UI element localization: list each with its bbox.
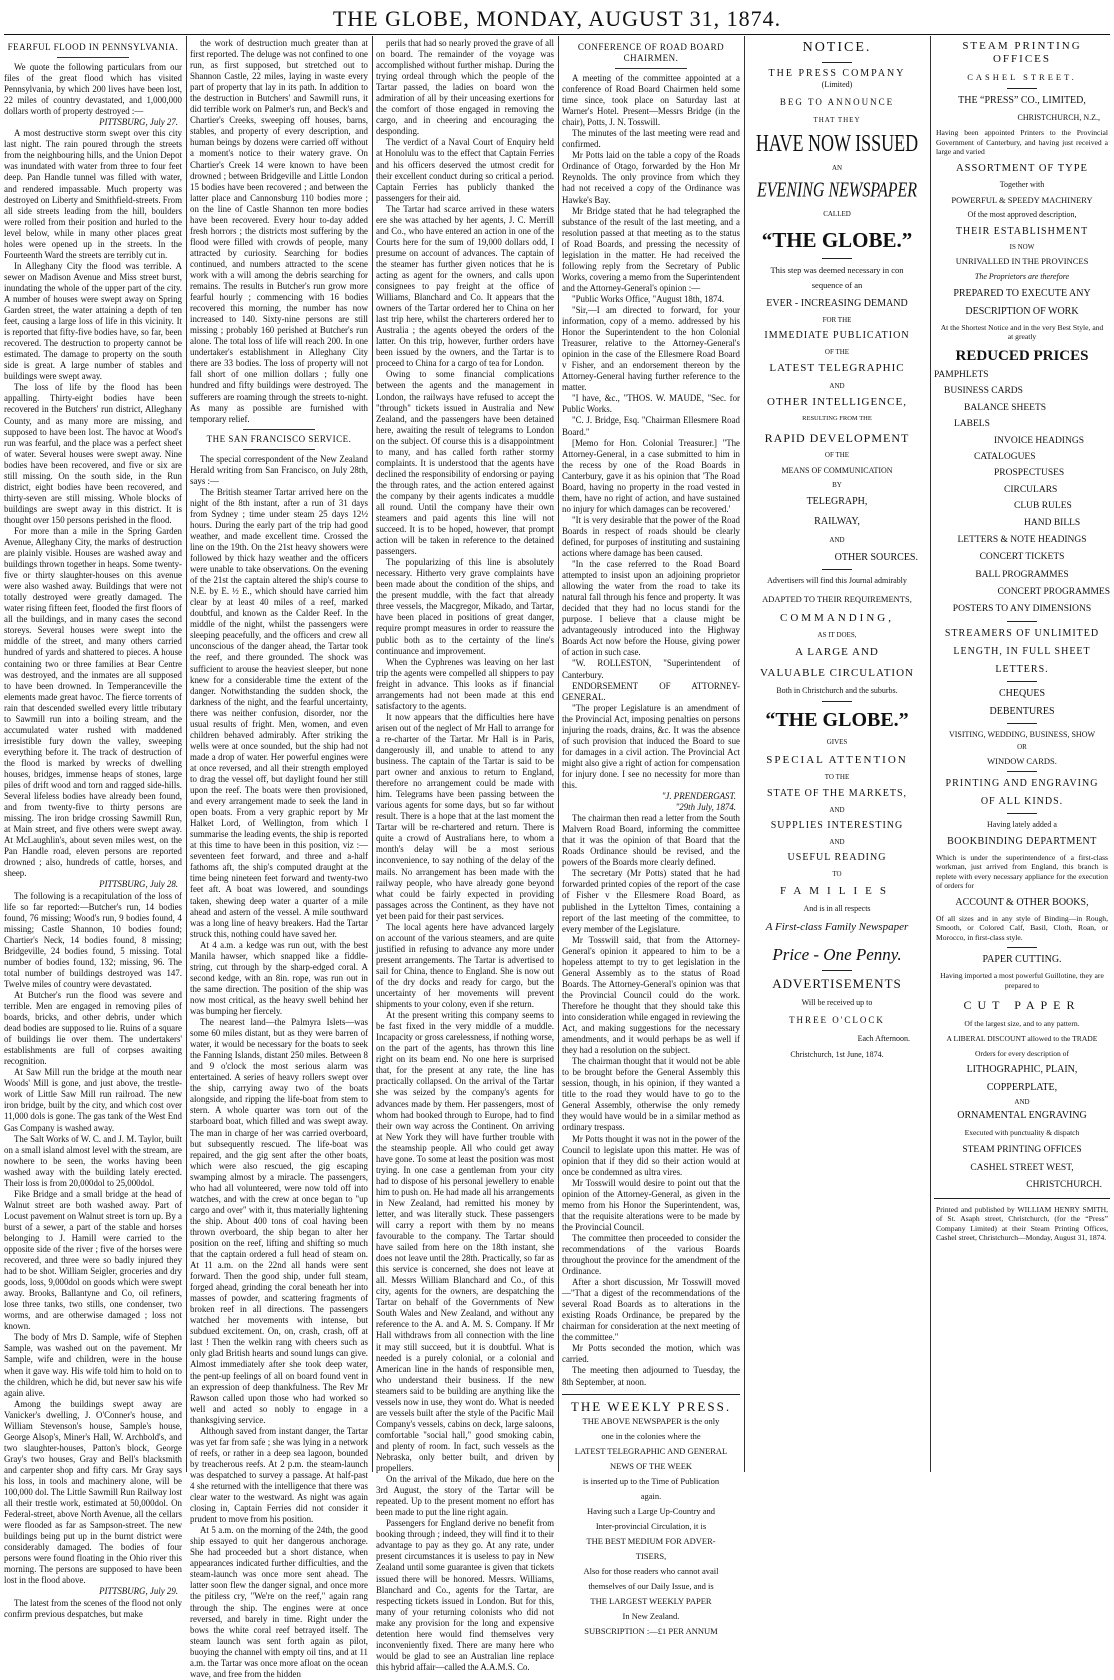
weekly-press-line: again.: [640, 1490, 662, 1501]
weekly-press-line: themselves of our Daily Issue, and is: [588, 1581, 714, 1592]
printing-window: WINDOW CARDS.: [987, 755, 1057, 766]
weekly-press-line: Having such a Large Up-Country and: [586, 1505, 716, 1516]
imprint: Printed and published by WILLIAM HENRY SMITH, of St. Asaph street, Christchurch, (for the “Press” Company Limited) at their Steam Printing Offices, Cashel street, Christchurch—Monday, August 31, 1874.: [936, 1204, 1108, 1243]
notice-special: SPECIAL ATTENTION: [766, 753, 908, 766]
divider: [1007, 771, 1037, 772]
divider: [243, 429, 314, 430]
divider: [57, 57, 128, 58]
paragraph: Mr Potts seconded the motion, which was carried.: [562, 1343, 740, 1365]
column-sanfrancisco-continued: [376, 38, 554, 1672]
printing-ornamental: ORNAMENTAL ENGRAVING: [957, 1110, 1087, 1122]
printing-item: CLUB RULES: [1014, 501, 1072, 512]
printing-item: CATALOGUES: [974, 451, 1036, 462]
printing-item: BUSINESS CARDS: [944, 386, 1023, 397]
printing-visiting: VISITING, WEDDING, BUSINESS, SHOW: [948, 729, 1096, 739]
weekly-press-line: THE BEST MEDIUM FOR ADVER-: [586, 1536, 716, 1546]
paragraph: When the Cyphrenes was leaving on her last trip the agents were compelled all shippers to pay freight in advance. This looks as if financial arrangements had not been made at this end satisfactory to the agents.: [376, 656, 554, 711]
paragraph: Mr Potts laid on the table a copy of the Roads Ordinance of Otago, forwarded by the Hon Mr Reynolds. The only province from which they had not received a copy of the Ordinance was Hawke's Bay.: [562, 150, 740, 205]
paragraph: In Alleghany City the flood was terrible. A sewer on Madison Avenue and Miss street burst, inundating the whole of the upper part of the city. A number of houses were swept away on Spring Garden street, the water attaining a depth of ten feet, causing a large loss of life in this vicinity. It is reported that fifty-five bodies have, so far, been recovered. The destruction to property cannot be estimated. The damage to property on the south side is great. A large number of stables and buildings were swept away.: [4, 260, 182, 382]
paragraph: "I have, &c., "THOS. W. MAUDE, "Sec. for Public Works.: [562, 393, 740, 415]
printing-posters: POSTERS TO ANY DIMENSIONS: [952, 604, 1092, 615]
paragraph: The Salt Works of W. C. and J. M. Taylor, built on a small island almost level with the stream, are nowhere to be seen, the works having been washed away with the building lately erected. Their loss is from 20,000dol to 25,000dol.: [4, 1133, 182, 1188]
paragraph: The loss of life by the flood has been appalling. Thirty-eight bodies have been recovered in the Butchers' run district, Alleghany County, and as many more are missing, and supposed to have been lost. The havoc at Wood's run was fearful, and the place was a perfect sheet of water. Several houses were swept away. Nine bodies have been recovered, and five or six are still missing. On the south side, in the Run district, eight bodies have been recovered, and thirty-seven are still missing. Whole blocks of buildings are swept away in this district. It is thought over 150 persons perished in the flood.: [4, 382, 182, 525]
printing-machinery: POWERFUL & SPEEDY MACHINERY: [951, 194, 1093, 205]
notice-called: CALLED: [823, 209, 851, 218]
paragraph: The committee then proceeded to consider the recommendations of the various Boards throughout the province for the amendment of the Ordinance.: [562, 1232, 740, 1277]
printing-city: CHRISTCHURCH, N.Z.,: [1017, 112, 1100, 122]
paragraph: Mr Potts thought it was not in the power of the Council to legislate upon this matter. He was of opinion that if they did so their action would at once be condemned as ultra vires.: [562, 1133, 740, 1177]
paragraph: The special correspondent of the New Zealand Herald writing from San Francisco, on July 28th, says :—: [190, 453, 368, 486]
printing-and: AND: [1014, 1097, 1030, 1106]
article-flood-body: [4, 62, 182, 1620]
weekly-press-ad: [562, 1398, 740, 1638]
article-sanfrancisco-body: [190, 454, 368, 1680]
paragraph: the work of destruction much greater than at first reported. The deluge was not confined to one run, as first supposed, but stretched out to Shannon Castle, 22 miles, laying in waste every part of property that lay in its path. In addition to the destruction in Butchers' and Sawmill runs, it did terrible work on Palmer's run, and Beck's and Chartier's Creeks, sweeping off houses, barns, stables, and property of every description, and human beings by dozens were carried off without a moment's notice to their watery grave. On Chartier's Creek 14 were known to have been drowned ; between Bridgeville and Little London 15 bodies have been recovered ; and between the latter place and Cannonsburg 110 bodies more ; on the line of Castle Shannon ten more bodies have been recovered. Every hour to-day added fresh horrors ; the districts most suffering by the flood were filled with crowds of people, many attracted by curiosity. Searching for bodies continued, and numbers attracted to the scene work with a will among the debris searching for remains. The results in Butcher's run grow more fearful hourly ; commencing with 16 bodies recovered this morning, the number has now increased to 140. Sixty-nine persons are still missing ; probably 160 perished at Butcher's run alone. The total loss of life will reach 200. In one undertaker's establishment in Alleghany City there are 33 bodies. The loss of property will not fall short of one million dollars ; fully one hundred and fifty buildings were destroyed. The sufferers are roaming through the streets to-night. As many as possible are furnished with temporary relief.: [190, 38, 368, 424]
divider: [1007, 621, 1037, 622]
notice-limited: (Limited): [821, 79, 853, 89]
notice-large: A LARGE AND: [795, 645, 879, 658]
weekly-press-line: one in the colonies where the: [601, 1430, 701, 1441]
column-sanfrancisco: [190, 38, 368, 1679]
paragraph: At the present writing this company seems to be fast fixed in the very middle of a muddle. Incapacity or gross carelessness, if nothing worse, on the part of the agents, has thrown this line right on its beam end. No one here is surprised that, for the present at any rate, the line has practically collapsed. On the arrival of the Tartar she was seized by the company's agents for advances made by them. Her passengers, most of whom had booked through to Europe, had to find their own way across the Continent. On arriving at New York they will have further trouble with the steamship people. All who could get away have gone. To some at least the position was most trying. In one case a gentleman from your city had to dispose of his personal jewellery to enable him to push on. He had made all his arrangements in New Zealand, had remitted his money by letter, and was literally stuck. These passengers will carry a report with them by no means favourable to the company. The Tartar should have sailed from here on the 18th instant, she does not leave until the 28th. Practically, so far as this service is concerned, she does not leave at all. Messrs William Blanchard and Co., of this city, agents for the owners, are despatching the Tartar on behalf of the Governments of New South Wales and New Zealand, and without any reference to the A. and A. M. S. Company. If Mr Hall withdraws from all connection with the line it may still succeed, but it is doubtful. What is needed is a purely colonial, or a colonial and American line in the hands of responsible men, who understand their business. If the new steamers said to be building are anything like the vessels now in use, they wont do. What is needed are vessels built after the style of the Pacific Mail Company's vessels, cabins on deck, large saloons, comfortable "social hall," good smoking cabin, and plenty of room. In fact, such vessels as the Nebraska, only better built, and driven by propellers.: [376, 1010, 554, 1474]
paragraph: The verdict of a Naval Court of Enquiry held at Honolulu was to the effect that Captain Ferries and his officers deserved the utmost credit for their excellent conduct during so critical a period. Captain Ferries has publicly thanked the passengers for their aid.: [376, 137, 554, 203]
weekly-press-line: THE ABOVE NEWSPAPER is the only: [582, 1415, 720, 1426]
printing-item: PROSPECTUSES: [994, 468, 1065, 479]
divider: [1007, 947, 1037, 948]
notice-step: This step was deemed necessary in con: [770, 265, 904, 276]
notice-latest: LATEST TELEGRAPHIC: [769, 362, 905, 375]
printing-lithographic: LITHOGRAPHIC, PLAIN,: [966, 1063, 1078, 1075]
weekly-press-line: NEWS OF THE WEEK: [609, 1460, 693, 1471]
notice-to: TO: [832, 870, 842, 879]
paragraph: We quote the following particulars from our files of the great flood which has visited Pennsylvania, by which 200 lives have been lost, 22 miles of country devastated, and 1,000,000 dollars worth of property destroyed :—: [4, 62, 182, 117]
weekly-press-line: LATEST TELEGRAPHIC AND GENERAL: [574, 1445, 728, 1456]
notice-and: AND: [829, 381, 845, 390]
printing-company: THE “PRESS” CO., LIMITED,: [958, 94, 1086, 106]
divider: [822, 569, 852, 570]
printing-item: BALANCE SHEETS: [964, 402, 1047, 413]
notice-adapted: ADAPTED TO THEIR REQUIREMENTS,: [762, 593, 912, 604]
printing-street: CASHEL STREET.: [967, 72, 1077, 83]
notice-globe: “THE GLOBE.”: [761, 228, 913, 253]
paragraph: PITTSBURG, July 28.: [99, 879, 178, 890]
printing-items: [934, 370, 1110, 529]
paragraph: Owing to some financial complications between the agents and the management in London, the railways have refused to accept the "through" tickets issued in Australia and New Zealand, and the passengers have been detained here, awaiting the result of telegrams to London on the subject. Of course this is a disappointment to many, and has called forth rather stormy complaints. It is understood that the agents have declined the responsibility of endorsing or paying the through rates, and the action entered against the company by their agents indicates a muddle all round. Until the company have their own steamers and paid agents this line will not succeed. It is to be hoped, however, that prompt action will be taken in reference to the detained passengers.: [376, 369, 554, 557]
paragraph: At 4 a.m. a kedge was run out, with the best Manila hawser, which snapped like a fiddle-string, cut through by the sharp-edged coral. A second kedge, with an 8in. rope, was run out in the same direction. The position of the ship was now most critical, as the heavy swell behind her was bumping her fiercely.: [190, 939, 368, 1016]
column-rule: [930, 36, 931, 1472]
masthead-rule: [4, 34, 1110, 35]
paragraph: Mr Tosswill would desire to point out that the opinion of the Attorney-General, as given in the memo from his Honor the Superintendent, was, that the requisite alterations were to be made by the Provincial Council.: [562, 1177, 740, 1232]
notice-ad: [748, 38, 926, 1470]
printing-item: HAND BILLS: [1024, 517, 1081, 528]
printing-concert-programmes: CONCERT PROGRAMMES: [997, 587, 1110, 598]
notice-to-the: TO THE: [824, 773, 850, 782]
notice-company: THE PRESS COMPANY: [768, 67, 906, 79]
printing-all-kinds: OF ALL KINDS.: [980, 796, 1064, 808]
printing-christchurch: CHRISTCHURCH.: [1026, 1180, 1102, 1191]
printing-description: DESCRIPTION OF WORK: [965, 305, 1079, 317]
notice-as-it-does: AS IT DOES,: [817, 631, 857, 640]
notice-issued: HAVE NOW ISSUED: [755, 128, 919, 156]
paragraph: [Memo for Hon. Colonial Treasurer.] "The Attorney-General, in a case submitted to him in the recess by one of the Road Boards in Canterbury, gave it as his opinion that 'The Road Board, having no property in the road vested in them, have no right of action, and have sustained no injury for which damages can be recovered.': [562, 437, 740, 514]
notice-title: NOTICE.: [802, 40, 872, 55]
printing-item: LABELS: [954, 419, 990, 430]
printing-streamers: STREAMERS OF UNLIMITED: [944, 627, 1100, 639]
paragraph: Fike Bridge and a small bridge at the head of Walnut street are both washed away. Part of Locust pavement on Walnut street is torn up. By a burst of a sewer, a part of the stable and horses belonging to J. Hamill were carried to the opposite side of the river ; five of the horses were recovered, and three were so badly injured they had to be shot. William Seigler, groceries and dry goods, loss, 9,000dol on goods which were swept away. Brooks, Ballantyne and Co, oil refiners, lose three tanks, two stills, one condenser, two worms, and are otherwise damaged ; loss not known.: [4, 1188, 182, 1332]
paragraph: At Saw Mill run the bridge at the mouth near Woods' Mill is gone, and just above, the trestle-work of Little Saw Mill run railroad. The new iron bridge, built by the city, and which cost over 11,000 dols is gone. The gas tank of the West End Gas Company is washed away.: [4, 1067, 182, 1133]
notice-families: FAMILIES: [780, 884, 894, 897]
paragraph: The meeting then adjourned to Tuesday, the 8th September, at noon.: [562, 1365, 740, 1387]
paragraph: The following is a recapitulation of the loss of life so far reported:—Butcher's run, 14 bodies found, 76 missing; Wood's run, 9 bodies found, 4 missing; Castle Shannon, 10 bodies found; Chartier's Neck, 14 bodies found, 8 missing; Bridgeville, 24 bodies found, 5 missing. Total number of bodies found, 132; missing, 96. The total number of buildings destroyed was 147. Twelve miles of country were devastated.: [4, 890, 182, 989]
notice-circulation: VALUABLE CIRCULATION: [760, 666, 914, 679]
printing-cheques: CHEQUES: [998, 687, 1046, 699]
printing-length: LENGTH, IN FULL SHEET: [953, 645, 1091, 657]
weekly-press-line: In New Zealand.: [622, 1611, 680, 1622]
paragraph: PITTSBURG, July 27.: [99, 117, 178, 128]
weekly-press-line: Inter-provincial Circulation, it is: [595, 1520, 707, 1531]
headline-flood: FEARFUL FLOOD IN PENNSYLVANIA.: [7, 42, 179, 52]
printing-largest-size: Of the largest size, and to any pattern.: [964, 1018, 1080, 1028]
printing-reduced: REDUCED PRICES: [955, 348, 1089, 365]
weekly-press-lines: [562, 1416, 740, 1638]
paragraph: "29th July, 1874.: [675, 802, 736, 813]
paragraph: The local agents here have advanced largely on account of the various steamers, and are quite justified in refusing to advance any more under present arrangements. The Tartar is advertised to sail for China, thence to England. She is now out of the dry docks and ready for cargo, but the uncertainty of her movements will prevent shipments to your colony, even if she return.: [376, 921, 554, 1010]
notice-intelligence: OTHER INTELLIGENCE,: [767, 396, 907, 409]
printing-letters-2: LETTERS.: [995, 663, 1049, 675]
paragraph: Although saved from instant danger, the Tartar was yet far from safe ; she was lying in a network of reefs, or rather in a deep sea lagoon, bounded by treacherous reefs. At 2 p.m. the steam-launch was despatched to survey a passage. At half-past 4 she returned with the intelligence that there was clear water to the westward. As night was again closing in, Captain Ferries did not consider it prudent to move from his position.: [190, 1425, 368, 1525]
paragraph: At 5 a.m. on the morning of the 24th, the good ship essayed to quit her dangerous anchorage. She had proceeded but a short distance, when appearances indicated further difficulties, and the steam-launch was once more sent ahead. The latter soon flew the danger signal, and once more the pitiless cry, "We're on the reef," again rang through the ship. The engines were at once reversed, and barely in time. Right under the bows the white coral reef betrayed itself. The steam launch was sent forth again as pilot, buoying the channel with empty oil tins, and at 11 a.m. the Tartar was once more afloat on the ocean wave, and free from the hidden: [190, 1525, 368, 1679]
paragraph: The British steamer Tartar arrived here on the night of the 8th instant, after a run of 31 days from Sydney ; time under steam 25 days 12½ hours. During the early part of the trip had good weather, and made excellent time. Crossed the line on the 19th. On the 21st heavy showers were followed by thick hazy weather and the officers were unable to take observations. On the evening of the 21st the captain altered the ship's course to N.E. by E. ½ E., which should have carried him clear by at least 40 miles of a reef, marked doubtful, and known as the Calder Reef. In the middle of the night, whilst the passengers were sleeping peacefully, and the officers and crew all unconscious of the danger ahead, the Tartar took the reef, and there grounded. The shock was sufficient to arouse the heaviest sleeper, but none knew for a considerable time the extent of the danger. Notwithstanding the sudden shock, the darkness of the night, and the fearful uncertainty, there was neither confusion, disorder, nor the usual results of fright. Men, women, and even children behaved admirably. After striking the wells were at once sounded, but the ship had not made a drop of water. Her powerful engines were at once reversed, and all their strength employed to drag the vessel off, but daylight found her still upon the reef. The boats were then provisioned, and every arrangement made to seek the land in open boats. From a very graphic report by Mr Halket Lord, of Wellington, from which I summarise the leading events, the ship is reported at this time to have been in this position, viz :—seventeen feet forward, and three and a-half fathoms aft, the ship's computed draught at the time being nineteen feet forward and twenty-two feet aft. A boat was lowered, and soundings taken, shewing deep water a quarter of a mile ahead and astern of the vessel. A mile southward was a long line of heavy breakers. Had the Tartar struck this, nothing could have saved her.: [190, 486, 368, 939]
divider: [1007, 88, 1037, 89]
notice-supplies: SUPPLIES INTERESTING: [770, 819, 904, 831]
notice-and-4: AND: [829, 837, 845, 846]
paragraph: Mr Tosswill said, that from the Attorney-General's opinion it appeared to him to be a hopeless attempt to try to get legislation in the General Assembly as to the status of Road Boards. The Attorney-General's opinion was that the Provincial Council could do the work. Therefore he thought that they should take this into consideration while engaged in reviewing the Act, and making suggestions for the necessary amendments, and it would perhaps be as well if they had a resolution on the subject.: [562, 934, 740, 1056]
paragraph: "W. ROLLESTON, "Superintendent of Canterbury.: [562, 658, 740, 680]
paragraph: "Sir,—I am directed to forward, for your information, copy of a memo. addressed by his Honor the Superintendent to the hon Colonial Treasurer, relative to the Attorney-General's opinion in the case of the Ellesmere Road Board v Fisher, and an endorsement thereon by the Attorney-General having further reference to the matter.: [562, 304, 740, 393]
notice-gives: GIVES: [826, 737, 848, 746]
paragraph: The nearest land—the Palmyra Islets—was some 60 miles distant, but as they were barren of water, it would be necessary for the boats to seek the Fanning Islands, distant 250 miles. Between 8 and 9 o'clock the most serious alarm was entertained. A series of heavy rollers swept over the ship, carrying away two of the boats alongside, and ripping the life-boat from stem to stern. A whole quarter was torn out of the starboard boat, which filled and was swept away. The man in charge of her was carried overboard, but subsequently rescued. The life-boat was repaired, and the gig sent after the other boats, which were also rescued, the gig escaping swamping almost by a miracle. The passengers, who had all volunteered, were now told off into watches, and with the crew at once began to "up cargo and over" with it, thus materially lightening the ship. About 400 tons of coal having been thrown overboard, the ship began to alter her position on the reef, lifting and shifting so much that the captain ordered a full head of steam on. At 11 a.m. on the 22nd all hands were sent forward. Then the good ship, under full steam, forged ahead, grinding the coral beneath her into masses of powder, and scattering fragments of broken reef in all directions. The passengers watched her movements with intense, but subdued excitement. On, on, crash, crash, off at last ! Then the welkin rang with cheers such as only glad British hearts and sound lungs can give. Almost immediately after she took deep water, the pent-up feelings of all on board found vent in an expression of deep thankfulness. The Rev Mr Rawson called upon those who had worked so well and acted so nobly to engage in a thanksgiving service.: [190, 1017, 368, 1425]
column-rule: [372, 36, 373, 1472]
paragraph: Mr Bridge stated that he had telegraphed the substance of the result of the last meeting, and a resolution passed at that meeting as to the status of Road Boards, and pressing the necessity of legislation in the matter. He had received the following reply from the Secretary of Public Works, covering a memo from the Superintendent and the Attorney-General's opinion :—: [562, 205, 740, 293]
notice-markets: STATE OF THE MARKETS,: [766, 787, 908, 799]
printing-or: OR: [1017, 743, 1027, 752]
notice-an: AN: [831, 164, 843, 173]
notice-resulting: RESULTING FROM THE: [802, 415, 872, 423]
notice-advertisements: ADVERTISEMENTS: [772, 976, 902, 992]
notice-evening: EVENING NEWSPAPER: [756, 178, 918, 202]
printing-establishment: THEIR ESTABLISHMENT: [955, 225, 1089, 237]
paragraph: The latest from the scenes of the flood not only confirm previous despatches, but make: [4, 1597, 182, 1619]
paragraph: ENDORSEMENT OF ATTORNEY-GENERAL.: [562, 680, 740, 702]
paragraph: The secretary (Mr Potts) stated that he had forwarded printed copies of the report of the case of Fisher v the Ellesmere Road Board, as published in the Lyttelton Times, containing a report of the last meeting of the committee, to every member of the Legislature.: [562, 868, 740, 934]
divider: [822, 701, 852, 702]
article-flood-continued: [190, 38, 368, 425]
paragraph: perils that had so nearly proved the grave of all on board. The remainder of the voyage was accomplished without further mishap. During the trying ordeal through which the people of the Tartar passed, the ladies on board won the admiration of all by their unceasing exertions for the comfort of those engaged in removing the cargo, and in cheering and encouraging the desponding.: [376, 38, 554, 137]
printing-unrivalled: UNRIVALLED IN THE PROVINCES: [955, 256, 1089, 267]
masthead: THE GLOBE, MONDAY, AUGUST 31, 1874.: [332, 6, 782, 31]
column-rule: [558, 36, 559, 1472]
divider: [562, 1394, 740, 1395]
printing-assortment: ASSORTMENT OF TYPE: [956, 162, 1088, 174]
printing-together: Together with: [999, 180, 1045, 190]
divider: [822, 970, 852, 971]
printing-paper-cutting: PAPER CUTTING.: [982, 954, 1062, 966]
notice-price: Price - One Penny.: [772, 944, 902, 964]
paragraph: "Public Works Office, "August 18th, 1874.: [572, 293, 725, 304]
paragraph: "In the case referred to the Road Board attempted to insist upon an adjoining proprietor allowing the water from the road to take its natural fall through his fence and property. It was decided that they had no locus standi for the purpose. I believe that a clause might be advantageously introduced into the Highway Boards Act now before the House, giving power of action in such case.: [562, 559, 740, 658]
headline-sanfrancisco: THE SAN FRANCISCO SERVICE.: [206, 433, 352, 444]
notice-by: BY: [832, 481, 842, 490]
notice-rapid: RAPID DEVELOPMENT: [764, 431, 910, 446]
printing-lately: Having lately added a: [987, 820, 1057, 830]
paragraph: It now appears that the difficulties here have arisen out of the neglect of Mr Hall to arrange for a re-charter of the Tartar. Mr Hall is in Paris, dangerously ill, and unable to attend to any business. The captain of the Tartar is said to be part owner and anxious to return to England, therefore no arrangement could be made with him. Telegrams have been passing between the various agents for some days, but so far without result. There is a hope that at the last moment the Tartar will be re-chartered and return. There is quite a crowd of Australians here, to whom a month's delay will be a most serious inconvenience, to say nothing of the delay of the mails. No arrangement has been made with the railway people, who have already gone beyond what could be fairly expected in providing passages across the Continent, as they have not yet been paid for their past services.: [376, 711, 554, 921]
printing-concert-tickets: CONCERT TICKETS: [979, 552, 1065, 563]
printing-cashel-west: CASHEL STREET WEST,: [970, 1162, 1074, 1173]
printing-punctuality: Executed with punctuality & dispatch: [964, 1128, 1080, 1138]
printing-prepared: PREPARED TO EXECUTE ANY: [953, 287, 1091, 299]
paragraph: At Butcher's run the flood was severe and terrible. Men are engaged in removing piles of boards, bricks, and other debris, under which dead bodies are supposed to lie. Ruins of a square of buildings lie over them. The undertakers' establishments are full of corpses awaiting recognition.: [4, 989, 182, 1067]
notice-announce: BEG TO ANNOUNCE: [779, 97, 895, 108]
notice-of-the: OF THE: [824, 348, 850, 357]
notice-commanding: COMMANDING,: [780, 611, 894, 624]
weekly-press-line: THE LARGEST WEEKLY PAPER: [590, 1596, 712, 1607]
weekly-press-line: TISERS,: [635, 1551, 667, 1562]
weekly-press-line: Also for those readers who cannot avail: [583, 1566, 719, 1577]
notice-family-paper: A First-class Family Newspaper: [765, 921, 909, 934]
printing-bookbinding: BOOKBINDING DEPARTMENT: [947, 835, 1097, 847]
printing-superintendence: Which is under the superintendence of a first-class workman, just arrived from England, this branch is replete with every necessary appliance for the execution of orders for: [936, 852, 1108, 891]
paragraph: The chairman thought that it would not be able to be brought before the General Assembly this session, though, in his opinion, if they wanted a title to the road they would have to go to the General Assembly, otherwise the only remedy they would have would be in a similar method as ordinary trespass.: [562, 1056, 740, 1133]
paragraph: The popularizing of this line is absolutely necessary. Hitherto very grave complaints have been made about the condition of the ships, and the present muddle, with the fact that already three vessels, the Macgregor, Mikado, and Tartar, have been placed in positions of great danger, require prompt measures in order to reassure the public both as to the certainty of the line's continuance and improvement.: [376, 557, 554, 656]
divider: [934, 1198, 1110, 1199]
article-sanfrancisco-continued: [376, 38, 554, 1673]
notice-respects: And is in all respects: [803, 903, 871, 913]
notice-suburbs: Both in Christchurch and the suburbs.: [776, 685, 898, 695]
headline-roadboard: CONFERENCE OF ROAD BOARD CHAIRMEN.: [577, 42, 725, 63]
divider: [822, 258, 852, 259]
notice-and-2: AND: [829, 535, 845, 544]
paragraph: The minutes of the last meeting were read and confirmed.: [562, 128, 740, 150]
printing-debentures: DEBENTURES: [989, 705, 1055, 717]
notice-and-3: AND: [829, 805, 845, 814]
paragraph: Passengers for England derive no benefit from booking through ; indeed, they will find it to their advantage to pay as they go. At any rate, under present circumstances it is useless to pay in New Zealand until some guarantee is given that tickets issued there will be honored. Messrs. Williams, Blanchard and Co., agents for the Tartar, are respecting tickets issued in London. But for this, many of your returning colonists who did not make any provision for the long and expensive detention here would find themselves very inconveniently fixed. There are many here who would be glad to see an Australian line replace this hybrid affair—called the A.A.M.S. Co.: [376, 1518, 554, 1672]
paragraph: A most destructive storm swept over this city last night. The rain poured through the streets from the neighbouring hills, and the Union Depot was inundated with water from three to four feet deep. Pan Handle tunnel was filled with water, and rendered impassable. Much property was destroyed on Liberty and Smithfield-streets. From all side streets leading from the hill, boulders were rolled from their position and hurled to the level below, while in many other places great holes were opened up in the streets. In the Fourteenth Ward the streets are terribly cut in.: [4, 128, 182, 260]
divider: [822, 62, 852, 63]
notice-of-the-2: OF THE: [824, 451, 850, 460]
printing-orders: Orders for every description of: [974, 1048, 1070, 1058]
weekly-press-line: is inserted up to the Time of Publication: [582, 1475, 720, 1486]
printing-approved: Of the most approved description,: [967, 210, 1077, 220]
notice-globe-2: “THE GLOBE.”: [765, 708, 909, 731]
notice-afternoon: Each Afternoon.: [857, 1034, 910, 1044]
paragraph: Among the buildings swept away are Vanicker's dwelling, J. O'Conner's house, and William Stevenson's house, Sample's house, George Alsop's, Miner's Hall, W. Archbold's, and two slaughter-houses, Patton's block, George Gray's two houses, Gray and Bell's blacksmith and carpenter shop and fifty cars. Mr Gray says his loss, in tools and machinery alone, will be 100,000 dol. The Little Sawmill Run Railway lost all their trestle work, estimated at 50,000dol. On Federal-street, above North Avenue, all the cellars were flooded as far as Sampson-street. The new buildings being put up in the burnt district were considerably damaged. The bodies of four persons were found floating in the Ohio river this morning. The persons are supposed to have been lost in the flood above.: [4, 1398, 182, 1586]
printing-ball: BALL PROGRAMMES: [975, 569, 1069, 580]
paragraph: "J. PRENDERGAST.: [661, 791, 736, 802]
printing-offices-ad: [934, 38, 1110, 1470]
printing-item: CIRCULARS: [1004, 484, 1058, 495]
paragraph: "The proper Legislature is an amendment of the Provincial Act, imposing penalties on persons injuring the roads, drains, &c. It was the absence of such provision that induced the Board to sue for damages in a civil action. The Provincial Act might also give a right of action for compensation for injury done. I see no necessity for more than this.: [562, 702, 740, 790]
printing-item: INVOICE HEADINGS: [994, 435, 1084, 446]
paragraph: On the arrival of the Mikado, due here on the 3rd August, the story of the Tartar will be repeated. Up to the present moment no effort has been made to put the line right again.: [376, 1474, 554, 1518]
printing-title: STEAM PRINTING OFFICES: [962, 40, 1082, 66]
printing-account-books: ACCOUNT & OTHER BOOKS,: [955, 896, 1089, 908]
paragraph: "It is very desirable that the power of the Road Boards in respect of roads should be clearly defined, for purposes of instituting and sustaining actions where damage has been caused.: [562, 514, 740, 559]
column-rule: [186, 36, 187, 1472]
printing-cut-paper: CUT PAPER: [963, 998, 1081, 1013]
column-flood: [4, 38, 182, 1619]
notice-date: Christchurch, 1st June, 1874.: [790, 1049, 884, 1059]
printing-letters: LETTERS & NOTE HEADINGS: [957, 534, 1087, 545]
weekly-press-line: SUBSCRIPTION :—£1 PER ANNUM: [584, 1626, 718, 1637]
notice-useful: USEFUL READING: [787, 852, 887, 864]
article-roadboard-body: [562, 73, 740, 1388]
printing-is-now: IS NOW: [1009, 242, 1035, 251]
paragraph: A meeting of the committee appointed at a conference of Road Board Chairmen held some time since, took place on Saturday last at Warner's Hotel. Present—Messrs Bridge (in the chair), Potts, J. N. Tosswill.: [562, 73, 740, 128]
paragraph: PITTSBURG, July 29.: [99, 1586, 178, 1597]
printing-shortest: At the Shortest Notice and in the very Best Style, and at greatly: [940, 322, 1104, 341]
printing-binding: Of all sizes and in any style of Binding—in Rough, Smooth, or Colored Calf, Basil, Cloth, Roan, or Morocco, in first-class style.: [936, 913, 1108, 942]
paragraph: After a short discussion, Mr Tosswill moved—"That a digest of the recommendations of the several Road Boards as to alterations in the existing Roads Ordinance, be prepared by the chairman for consideration at the next meeting of the committee.": [562, 1277, 740, 1343]
divider: [1007, 681, 1037, 682]
notice-other-sources: OTHER SOURCES.: [834, 552, 918, 564]
notice-railway: RAILWAY,: [814, 515, 860, 527]
divider: [243, 449, 314, 450]
paragraph: The Tartar had scarce arrived in these waters ere she was attached by her agents, J. C. Merrill and Co., who have entered an action in one of the Courts here for the sum of 19,000 dollars odd, I presume on account of advances. The captain of the steamer has further given notices that he is acting as agent for the owners, and calls upon consignees to pay freight at the office of Williams, Blanchard and Co. It appears that the owners of the Tartar ordered her to China on her last trip here, whilst the charterers ordered her to Australia ; the agents obeyed the orders of the latter. On this trip, however, further orders have been issued by the owners, and the Tartar is to proceed to China for a cargo of tea for London.: [376, 203, 554, 369]
printing-proprietors: The Proprietors are therefore: [974, 272, 1070, 282]
notice-means: MEANS OF COMMUNICATION: [781, 465, 893, 475]
column-roadboard: [562, 38, 740, 1637]
notice-advertisers: Advertisers will find this Journal admirably: [767, 576, 907, 586]
printing-engraving: PRINTING AND ENGRAVING: [945, 778, 1099, 790]
column-rule: [744, 36, 745, 1472]
weekly-press-heading: THE WEEKLY PRESS.: [570, 1398, 732, 1414]
notice-immediate: IMMEDIATE PUBLICATION: [764, 330, 910, 342]
paragraph: The body of Mrs D. Sample, wife of Stephen Sample, was washed out on the pavement. Mr Sample, wife and children, were in the house when it gave way. His wife told him to hold on to the children, which he did, but never saw his wife again alive.: [4, 1332, 182, 1398]
notice-sequence: sequence of an: [811, 279, 863, 290]
notice-demand: EVER - INCREASING DEMAND: [766, 297, 908, 309]
divider: [1007, 723, 1037, 724]
printing-item: PAMPHLETS: [934, 370, 989, 381]
notice-for-the: FOR THE: [822, 315, 852, 324]
notice-received: Will be received up to: [801, 997, 873, 1007]
paragraph: The chairman then read a letter from the South Malvern Road Board, informing the committee that it was the opinion of that Board that the Roads Ordinance should be revised, and the powers of the Boards more clearly defined.: [562, 813, 740, 868]
paragraph: For more than a mile in the Spring Garden Avenue, Alleghany City, the marks of destruction are plainly visible. Houses are washed away and buildings thrown together in heaps. Some twenty-five or thirty slaughter-houses on this avenue were also washed away. Buildings that were not totally destroyed were greatly damaged. The water rising fifteen feet, flooded the first floors of all the buildings, and in many cases the second storeys. Several houses were swept into the middle of the street, and many others carried hundred of yards and shattered to pieces. A house containing two or three families at Bear Centre was destroyed, and the inmates are all supposed to have been drowned. In Temperanceville the elements made great havoc. The fierce torrents of rain that descended swelled every little tributary to Sawmill run into a boiling stream, and the accumulated water rushed with maddened irresistible fury down the valley, sweeping everything before it. The track of destruction of the flood is marked by wrecks of dwelling houses, bridges, immense heaps of stones, large piles of drift wood and torn and ragged side-hills. Several lifeless bodies have already been found, and from twenty-five to thirty persons are missing. The iron bridge crossing Sawmill Run, at Main street, and five others were swept away. At McLaughlin's, about seven miles west, on the Pan Handle road, eleven persons are reported drowned ; also, hundreds of cattle, horses, and sheep.: [4, 525, 182, 879]
paragraph: "C. J. Bridge, Esq. "Chairman Ellesmere Road Board.": [562, 415, 740, 437]
printing-offices-2: STEAM PRINTING OFFICES: [962, 1145, 1082, 1156]
notice-that-they: THAT THEY: [813, 116, 861, 125]
divider: [615, 68, 686, 69]
printing-guillotine: Having imported a most powerful Guillotine, they are prepared to: [940, 971, 1104, 990]
divider: [1007, 813, 1037, 814]
printing-discount: A LIBERAL DISCOUNT allowed to the TRADE: [946, 1033, 1098, 1043]
printing-appointed: Having been appointed Printers to the Provincial Government of Canterbury, and having just received a large and varied: [936, 128, 1108, 157]
notice-three: THREE O'CLOCK: [789, 1015, 885, 1026]
notice-telegraph: TELEGRAPH,: [806, 495, 868, 507]
printing-copperplate: COPPERPLATE,: [986, 1081, 1058, 1093]
